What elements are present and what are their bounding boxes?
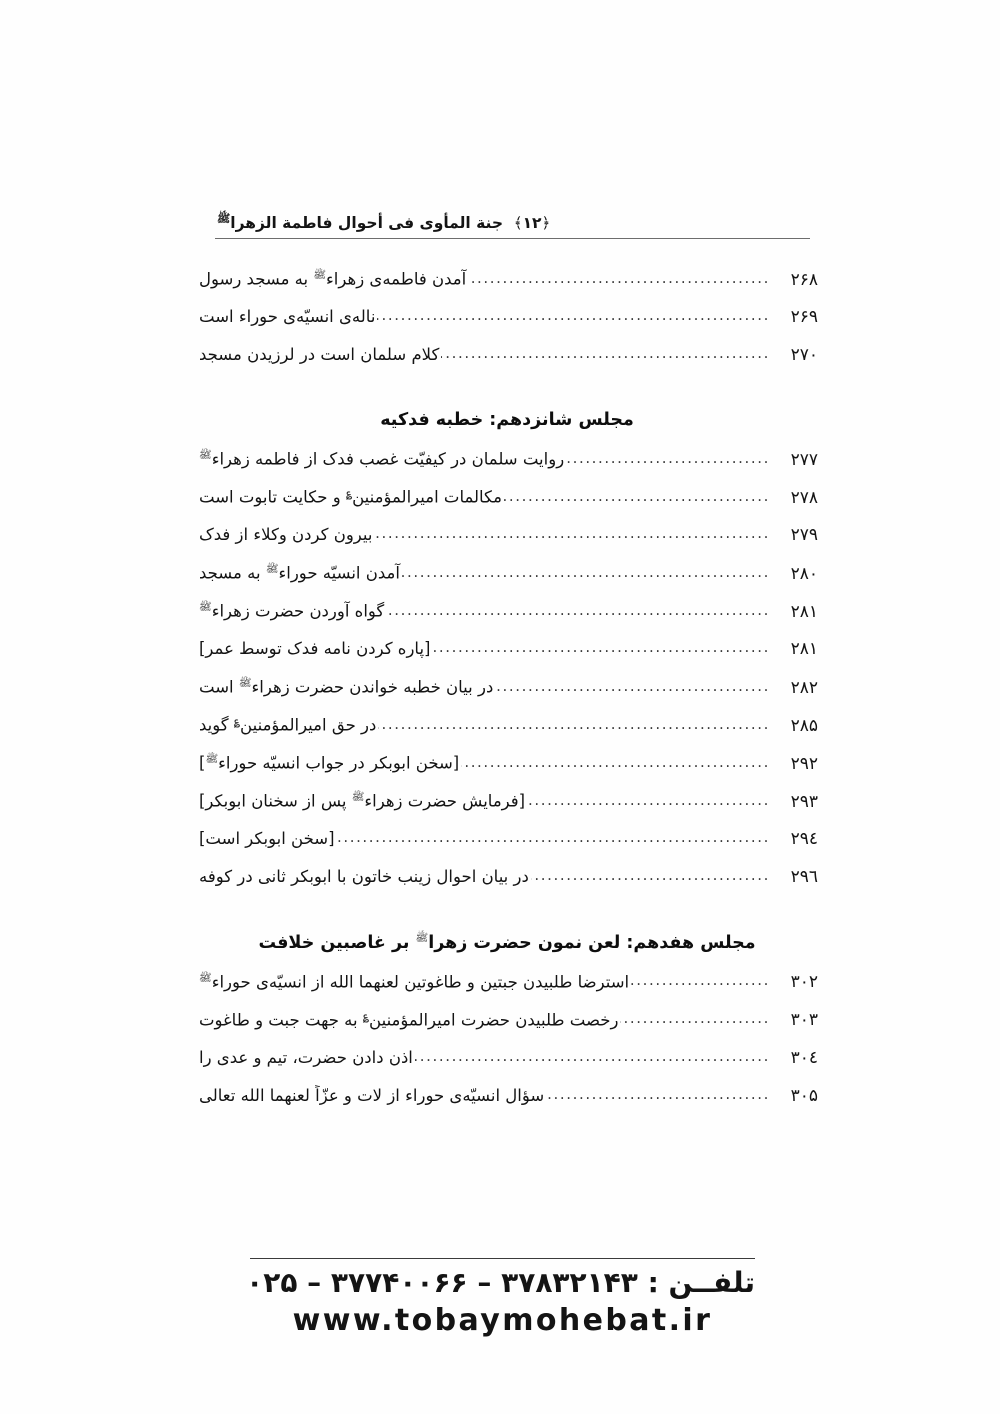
toc-entry-title [196,790,525,813]
toc-entry-title [196,306,375,328]
honorific-icon: ﷺ [199,971,212,984]
toc-entry-title [196,866,529,888]
toc-entry-page-number: ۲۶۸ [790,269,818,290]
toc-entry-title [196,562,400,585]
toc-leader-dots [337,828,770,844]
toc-entry[interactable] [196,306,818,344]
toc-entry-page-number: ۲۹۳ [790,791,818,812]
toc-entry[interactable] [196,752,818,790]
toc-entry-title [196,448,564,471]
majlis-heading-text: مجلس هفدهم: لعن نمون حضرت زهرا [428,932,756,953]
toc-entry[interactable] [196,268,818,306]
majlis-heading [196,410,818,430]
toc-entry-title [196,1009,618,1032]
heading-spacer [196,904,818,932]
ornament-left-icon: ﴾ [513,214,523,233]
toc-entry-page-number: ۲۸۲ [790,677,818,698]
honorific-icon: ؏ [345,487,353,499]
toc-entry-title-text: آمدن انسیّه حوراء [278,563,400,583]
heading-spacer [196,382,818,410]
toc-entry-title-tail: به مسجد رسول [199,269,314,289]
toc-leader-dots [432,638,770,654]
toc-entry-title-text: ناله‌ی انسیّه‌ی حوراء است [199,307,376,326]
honorific-icon: ﷺ [415,932,429,944]
honorific-icon: ﷺ [205,753,219,765]
toc-leader-dots [527,791,770,807]
honorific-icon: ؏ [362,1009,370,1022]
toc-entry-title-text: استرضا طلبیدن جبتین و طاغوتین لعنهما الله از انسیّه‌ی حوراء [211,972,630,992]
toc-entry-page-number: ۲۹٦ [790,867,818,887]
majlis-heading [196,932,818,953]
running-header-text [215,212,810,238]
toc-leader-dots [620,1009,770,1025]
toc-entry-page-number: ۲۶۹ [790,307,818,327]
toc-entry-title-tail: و حکایت تابوت است [199,487,346,507]
toc-entry-title [196,1085,544,1107]
toc-entry-title [196,1047,413,1069]
toc-entry-title-tail: است [199,677,239,697]
toc-entry[interactable] [196,866,818,904]
toc-entry-title-text: بیرون کردن وکلاء از فدک [199,525,373,544]
toc-entry-title [196,638,430,660]
toc-entry-title-tail: به جهت جبت و طاغوت [199,1010,363,1030]
honorific-icon: ﷺ [217,212,231,225]
toc-leader-dots [631,971,770,987]
honorific-icon: ﷺ [238,677,252,689]
toc-entry-title [196,268,466,291]
toc-entry-title-text: [سخن ابوبکر است] [199,829,335,848]
toc-entry[interactable] [196,1085,818,1123]
toc-leader-dots [378,715,770,731]
toc-entry[interactable] [196,1047,818,1085]
toc-entry-title-text: در بیان خطبه خواندن حضرت زهراء [251,677,494,697]
toc-entry[interactable] [196,344,818,382]
toc-entry-title-tail: به مسجد [199,563,266,583]
footer-phone-label: تلفــن : [647,1266,755,1299]
toc-entry-page-number: ۳۰۵ [790,1085,818,1106]
heading-spacer [196,953,818,971]
toc-entry-page-number: ۲۸۱ [790,639,818,659]
toc-entry-title-text: [سخن ابوبکر در جواب انسیّه حوراء [218,753,460,773]
toc-entry[interactable] [196,828,818,866]
toc-entry-title-text: گواه آوردن حضرت زهراء [211,601,385,621]
toc-entry[interactable] [196,600,818,638]
running-title: جنة المأوی فی أحوال فاطمة الزهرا [230,214,503,233]
honorific-icon: ﷺ [351,791,365,803]
footer-phone [246,1266,755,1299]
toc-entry-title [196,486,502,509]
honorific-icon: ؏ [233,715,241,727]
heading-spacer [196,430,818,448]
toc-leader-dots [402,563,770,579]
toc-leader-dots [546,1085,770,1101]
toc-entry-title-text: [فرمایش حضرت زهراء [364,791,526,811]
toc-entry-title-tail: ] [199,753,206,773]
majlis-heading-text: مجلس شانزدهم: خطبه فدکیه [380,410,634,430]
page-footer [246,1258,755,1338]
toc-leader-dots [468,269,770,285]
toc-entry-page-number: ۲۷۰ [790,345,818,365]
toc-entry[interactable] [196,790,818,828]
toc-entry-page-number: ۲۸۵ [790,715,818,736]
toc-entry-page-number: ۲۷۷ [790,449,818,470]
toc-leader-dots [415,1047,770,1063]
toc-entry-title-text: روایت سلمان در کیفیّت غصب فدک از فاطمه زهراء [211,449,565,469]
toc-leader-dots [461,753,770,769]
toc-leader-dots [441,344,770,360]
toc-entry-page-number: ۳۰۲ [790,972,818,993]
toc-entry-page-number: ۲۸۱ [790,601,818,622]
toc-entry-page-number: ۲۹٤ [790,829,818,849]
toc-entry-page-number: ۳۰۳ [790,1010,818,1031]
toc-entry-page-number: ۲۷۸ [790,487,818,508]
footer-website: www.tobaymohebat.ir [292,1303,713,1338]
majlis-heading-tail: بر غاصبین خلافت [258,932,416,953]
toc-leader-dots [386,601,770,617]
footer-phone-numbers: ۳۷۸۳۲۱۴۳ – ۳۷۷۴۰۰۶۶ – ۰۲۵ [246,1266,638,1299]
honorific-icon: ﷺ [199,449,212,461]
toc-entry-title-text: در حق امیرالمؤمنین [240,715,377,735]
toc-entry-title-text: کلام سلمان است در لرزیدن مسجد [199,345,440,364]
toc-entry-title-text: مکالمات امیرالمؤمنین [352,487,503,507]
running-header [215,212,810,239]
toc-entry[interactable] [196,448,818,486]
toc-leader-dots [377,306,770,322]
honorific-icon: ﷺ [313,269,327,281]
toc-entry-title [196,752,459,775]
toc-entry-title [196,344,439,366]
toc-entry-title [196,524,372,546]
toc-entry[interactable] [196,524,818,562]
toc-entry[interactable] [196,638,818,676]
toc-entry-page-number: ۲۷۹ [790,525,818,545]
toc-entry-page-number: ۲۸۰ [790,563,818,584]
toc-entry-title [196,714,376,737]
toc-leader-dots [495,677,770,693]
toc-entry-title [196,676,493,699]
toc-entry-page-number: ۳۰٤ [790,1047,818,1068]
toc-entry[interactable] [196,486,818,524]
toc-entry-title-text: اذن دادن حضرت، تیم و عدی را [199,1047,413,1067]
toc-entry-page-number: ۲۹۲ [790,753,818,774]
toc-entry-title [196,971,629,994]
toc-entry[interactable] [196,1009,818,1047]
toc-leader-dots [374,524,770,540]
toc-leader-dots [531,866,770,882]
toc-entry-title-text: آمدن فاطمه‌ی زهراء [326,269,467,289]
honorific-icon: ﷺ [265,563,279,575]
toc-entry-title-tail: پس از سخنان ابوبکر] [199,791,352,811]
toc-entry-title-text: رخصت طلبیدن حضرت امیرالمؤمنین [369,1010,619,1030]
toc-entry[interactable] [196,971,818,1009]
toc-entry-title-tail: گوید [199,715,234,735]
honorific-icon: ﷺ [199,601,212,613]
page-number: ۱۲ [522,214,542,233]
toc-entry-title [196,600,384,623]
toc-entry-title-text: [پاره کردن نامه فدک توسط عمر] [199,639,431,658]
toc-entry-title-text: در بیان احوال زینب خاتون با ابوبکر ثانی در کوفه [199,867,529,886]
toc-entry-title-text: سؤال انسیّه‌ی حوراء از لات و عزّاً لعنهما الله تعالی [199,1085,545,1105]
footer-divider [250,1258,755,1259]
ornament-right-icon: ﴿ [541,214,551,233]
toc-leader-dots [504,487,770,503]
toc-entry-title [196,828,335,850]
toc-entry[interactable] [196,562,818,600]
header-divider [215,238,810,239]
toc-entry[interactable] [196,714,818,752]
toc-leader-dots [566,449,770,465]
table-of-contents [196,268,818,1123]
toc-entry[interactable] [196,676,818,714]
